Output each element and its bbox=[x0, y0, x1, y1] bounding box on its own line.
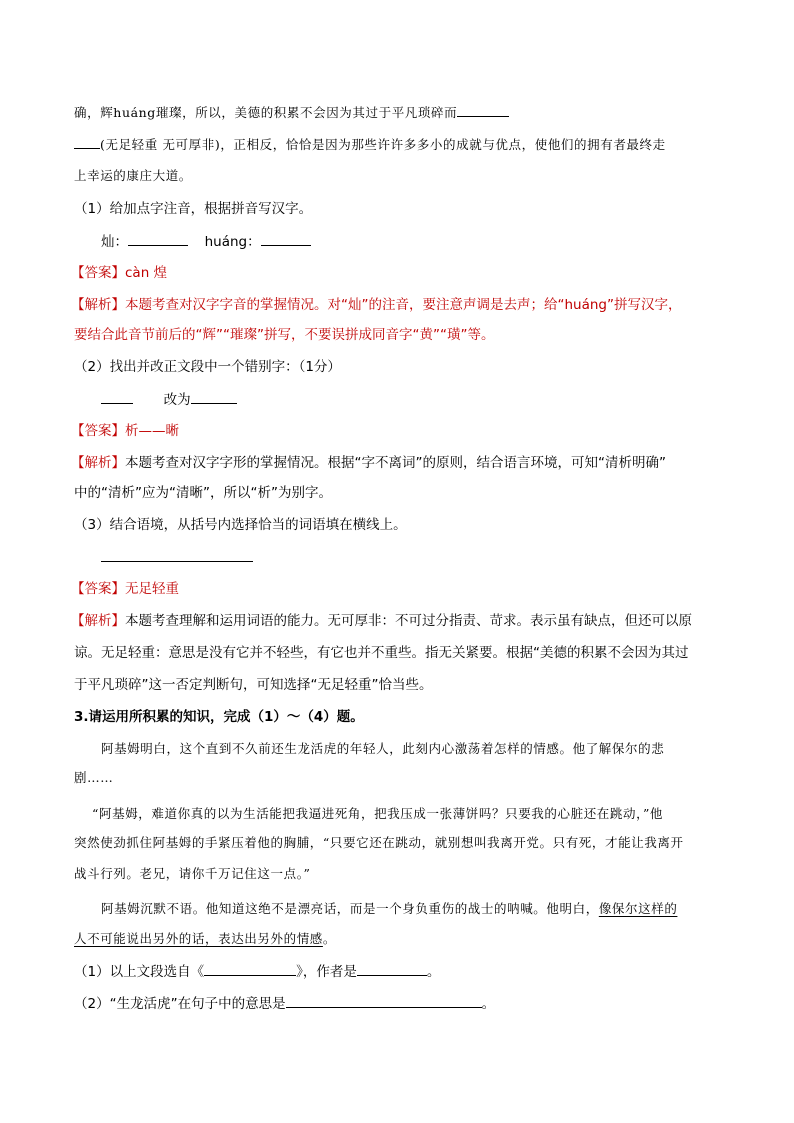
question-2-prompt: （2）找出并改正文段中一个错别字：（1分） bbox=[74, 359, 341, 375]
answer-text: 无足轻重 bbox=[125, 581, 179, 597]
passage-text: 确，辉huáng璀璨，所以，美德的积累不会因为其过于平凡琐碎而 bbox=[74, 105, 458, 120]
answer-tag: 【答案】 bbox=[71, 423, 125, 439]
excerpt-p3-line-1: 阿基姆沉默不语。他知道这绝不是漂亮话，而是一个身负重伤的战士的呐喊。他明白，像保尔这样的 bbox=[101, 901, 678, 916]
question-3-blank bbox=[101, 548, 253, 567]
analysis-text: 中的“清析”应为“清晰”，所以“析”为别字。 bbox=[74, 485, 332, 501]
answer-text: 析——晰 bbox=[125, 423, 179, 439]
question-1-blanks: 灿： huáng： bbox=[101, 232, 311, 251]
answer-tag: 【答案】 bbox=[71, 265, 125, 281]
passage-line-1 bbox=[74, 103, 509, 122]
excerpt-p2-line-2: 突然使劲抓住阿基姆的手紧压着他的胸脯，“只要它还在跳动，就别想叫我离开党。只有死，才能让我离开 bbox=[74, 835, 684, 850]
passage-line-2 bbox=[74, 135, 666, 154]
section-3-question-2: （2）“生龙活虎”在句子中的意思是 。 bbox=[74, 996, 496, 1012]
excerpt-p1-line-2: 剧…… bbox=[74, 770, 114, 785]
excerpt-p1-line-1: 阿基姆明白，这个直到不久前还生龙活虎的年轻人，此刻内心激荡着怎样的情感。他了解保尔的悲 bbox=[101, 741, 665, 756]
answer-blank bbox=[101, 390, 133, 404]
question-3-analysis-line-3 bbox=[74, 676, 432, 694]
question-3-answer bbox=[71, 580, 179, 598]
answer-blank bbox=[101, 548, 253, 562]
underlined-sentence: 像保尔这样的 bbox=[598, 901, 678, 916]
question-1-answer bbox=[71, 264, 167, 282]
analysis-text: 谅。无足轻重：意思是没有它并不轻些，有它也并不重些。指无关紧要。根据“美德的积累不会因为其过 bbox=[74, 645, 689, 661]
answer-blank bbox=[204, 962, 296, 976]
question-3-prompt: （3）结合语境，从括号内选择恰当的词语填在横线上。 bbox=[74, 517, 407, 533]
analysis-text: 本题考查对汉字字形的掌握情况。根据“字不离词”的原则，结合语言环境，可知“清析明确” bbox=[125, 455, 666, 471]
excerpt-p2-line-1: “阿基姆，难道你真的以为生活能把我逼进死角，把我压成一张薄饼吗？只要我的心脏还在跳动，”他 bbox=[92, 806, 664, 821]
excerpt-p3-line-2: 人不可能说出另外的话，表达出另外的情感。 bbox=[74, 931, 337, 946]
analysis-text: 本题考查对汉字字音的掌握情况。对“灿”的注音，要注意声调是去声；给“huáng”拼写汉字， bbox=[125, 297, 682, 313]
question-3-analysis-line-2 bbox=[74, 644, 689, 662]
answer-blank bbox=[74, 135, 100, 149]
answer-blank bbox=[261, 232, 311, 246]
answer-text: càn 煌 bbox=[125, 265, 168, 281]
analysis-text: 要结合此音节前后的“辉”“璀璨”拼写，不要误拼成同音字“黄”“璜”等。 bbox=[74, 327, 495, 343]
underlined-sentence: 人不可能说出另外的话，表达出另外的情感 bbox=[74, 931, 323, 946]
passage-text: (无足轻重 无可厚非)，正相反，恰恰是因为那些许许多多小的成就与优点，使他们的拥有者最终走 bbox=[100, 137, 666, 152]
question-2-blanks: 改为 bbox=[101, 390, 237, 409]
analysis-tag: 【解析】 bbox=[71, 297, 125, 313]
section-3-heading: 3.请运用所积累的知识，完成（1）～（4）题。 bbox=[74, 709, 364, 725]
section-3-question-1: （1）以上文段选自《 》，作者是 。 bbox=[74, 964, 441, 980]
question-1-prompt: （1）给加点字注音，根据拼音写汉字。 bbox=[74, 201, 313, 217]
question-2-analysis-line-1 bbox=[71, 454, 666, 472]
answer-blank bbox=[357, 962, 427, 976]
analysis-text: 于平凡琐碎”这一否定判断句，可知选择“无足轻重”恰当些。 bbox=[74, 677, 433, 693]
analysis-tag: 【解析】 bbox=[71, 455, 125, 471]
answer-blank bbox=[191, 390, 237, 404]
answer-tag: 【答案】 bbox=[71, 581, 125, 597]
analysis-tag: 【解析】 bbox=[71, 613, 125, 629]
question-2-analysis-line-2 bbox=[74, 484, 332, 502]
question-3-analysis-line-1 bbox=[71, 612, 692, 630]
question-1-analysis-line-2 bbox=[74, 326, 494, 344]
answer-blank bbox=[128, 232, 188, 246]
question-2-answer bbox=[71, 422, 179, 440]
passage-line-3 bbox=[74, 167, 192, 185]
excerpt-p2-line-3: 战斗行列。老兄，请你千万记住这一点。” bbox=[74, 866, 311, 881]
answer-blank bbox=[457, 103, 509, 117]
question-1-analysis-line-1 bbox=[71, 296, 682, 314]
passage-text: 上幸运的康庄大道。 bbox=[74, 168, 192, 183]
answer-blank bbox=[286, 994, 482, 1008]
analysis-text: 本题考查理解和运用词语的能力。无可厚非：不可过分指责、苛求。表示虽有缺点，但还可以原 bbox=[125, 613, 692, 629]
